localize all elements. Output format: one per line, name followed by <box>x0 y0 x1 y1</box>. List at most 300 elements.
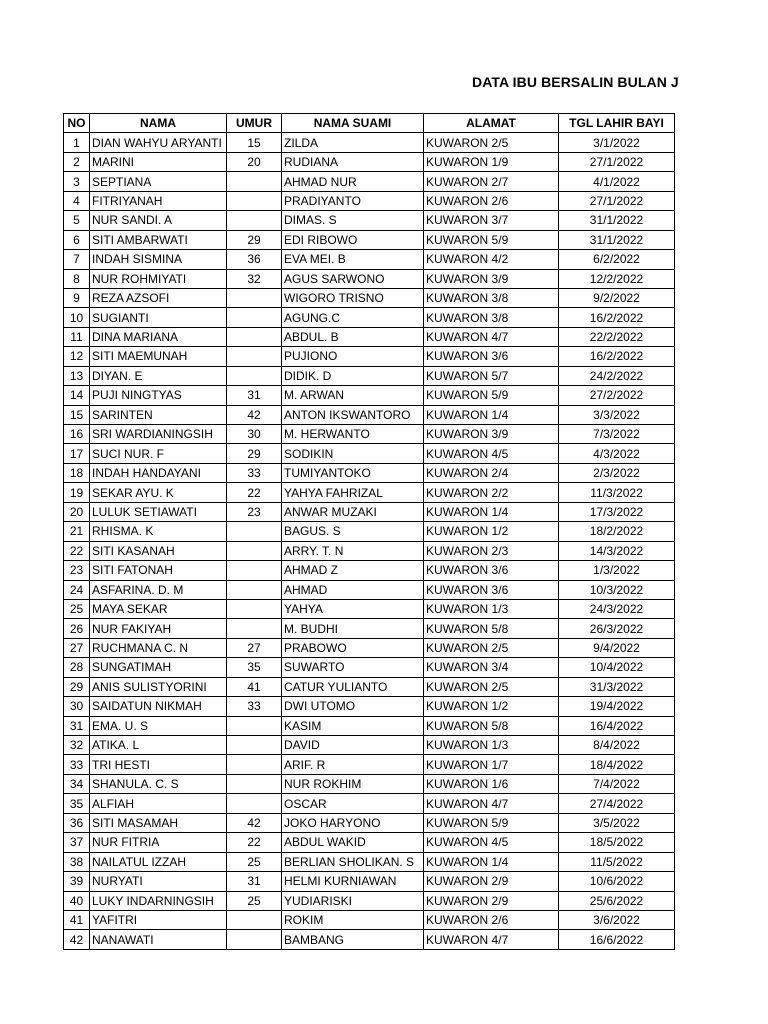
table-row <box>64 813 675 832</box>
cell-nama-suami: M. ARWAN <box>282 386 424 405</box>
cell-nama-suami: AHMAD Z <box>282 561 424 580</box>
cell-nama: TRI HESTI <box>90 755 227 774</box>
cell-alamat: KUWARON 5/7 <box>424 366 559 385</box>
cell-nama-suami: PRABOWO <box>282 638 424 657</box>
cell-nama: NANAWATI <box>90 930 227 949</box>
cell-nama-suami: ARIF. R <box>282 755 424 774</box>
cell-alamat: KUWARON 2/9 <box>424 872 559 891</box>
cell-alamat: KUWARON 5/8 <box>424 619 559 638</box>
cell-no: 40 <box>64 891 90 910</box>
cell-umur: 15 <box>227 133 282 152</box>
cell-umur: 32 <box>227 269 282 288</box>
cell-alamat: KUWARON 3/4 <box>424 658 559 677</box>
cell-no: 32 <box>64 736 90 755</box>
cell-tgl-lahir-bayi: 18/2/2022 <box>559 522 675 541</box>
table-row <box>64 425 675 444</box>
cell-tgl-lahir-bayi: 26/3/2022 <box>559 619 675 638</box>
cell-no: 39 <box>64 872 90 891</box>
cell-nama: INDAH SISMINA <box>90 250 227 269</box>
cell-alamat: KUWARON 3/6 <box>424 580 559 599</box>
table-row <box>64 599 675 618</box>
header-nama: NAMA <box>90 114 227 133</box>
cell-alamat: KUWARON 4/5 <box>424 833 559 852</box>
cell-nama: RUCHMANA C. N <box>90 638 227 657</box>
cell-alamat: KUWARON 1/6 <box>424 774 559 793</box>
table-row <box>64 774 675 793</box>
cell-nama: NUR FAKIYAH <box>90 619 227 638</box>
table-row <box>64 852 675 871</box>
cell-alamat: KUWARON 1/2 <box>424 697 559 716</box>
cell-alamat: KUWARON 1/2 <box>424 522 559 541</box>
cell-nama: RHISMA. K <box>90 522 227 541</box>
cell-nama-suami: ROKIM <box>282 910 424 929</box>
table-row <box>64 658 675 677</box>
cell-nama: FITRIYANAH <box>90 191 227 210</box>
cell-tgl-lahir-bayi: 14/3/2022 <box>559 541 675 560</box>
table-row <box>64 288 675 307</box>
cell-nama-suami: M. BUDHI <box>282 619 424 638</box>
cell-umur: 42 <box>227 405 282 424</box>
cell-tgl-lahir-bayi: 10/4/2022 <box>559 658 675 677</box>
cell-umur <box>227 561 282 580</box>
table-row <box>64 638 675 657</box>
table-row <box>64 250 675 269</box>
cell-nama: SUNGATIMAH <box>90 658 227 677</box>
cell-no: 38 <box>64 852 90 871</box>
cell-nama: NUR ROHMIYATI <box>90 269 227 288</box>
cell-umur <box>227 541 282 560</box>
table-row <box>64 697 675 716</box>
header-alamat: ALAMAT <box>424 114 559 133</box>
cell-no: 12 <box>64 347 90 366</box>
cell-no: 6 <box>64 230 90 249</box>
cell-tgl-lahir-bayi: 9/4/2022 <box>559 638 675 657</box>
table-row <box>64 133 675 152</box>
cell-umur <box>227 522 282 541</box>
cell-alamat: KUWARON 2/7 <box>424 172 559 191</box>
cell-umur <box>227 794 282 813</box>
cell-nama: SEPTIANA <box>90 172 227 191</box>
cell-alamat: KUWARON 3/9 <box>424 269 559 288</box>
cell-alamat: KUWARON 4/7 <box>424 327 559 346</box>
header-tgl-lahir-bayi: TGL LAHIR BAYI <box>559 114 675 133</box>
cell-nama: DINA MARIANA <box>90 327 227 346</box>
cell-no: 14 <box>64 386 90 405</box>
cell-nama-suami: SUWARTO <box>282 658 424 677</box>
cell-no: 22 <box>64 541 90 560</box>
cell-tgl-lahir-bayi: 3/6/2022 <box>559 910 675 929</box>
cell-alamat: KUWARON 2/5 <box>424 133 559 152</box>
cell-nama-suami: WIGORO TRISNO <box>282 288 424 307</box>
cell-tgl-lahir-bayi: 27/1/2022 <box>559 191 675 210</box>
cell-no: 4 <box>64 191 90 210</box>
cell-umur: 29 <box>227 230 282 249</box>
table-row <box>64 677 675 696</box>
cell-nama: SARINTEN <box>90 405 227 424</box>
table-row <box>64 308 675 327</box>
table-row <box>64 444 675 463</box>
table-row <box>64 522 675 541</box>
cell-tgl-lahir-bayi: 3/1/2022 <box>559 133 675 152</box>
cell-umur: 20 <box>227 152 282 171</box>
cell-alamat: KUWARON 2/9 <box>424 891 559 910</box>
cell-no: 24 <box>64 580 90 599</box>
table-row <box>64 833 675 852</box>
cell-alamat: KUWARON 4/5 <box>424 444 559 463</box>
cell-tgl-lahir-bayi: 31/1/2022 <box>559 211 675 230</box>
table-row <box>64 269 675 288</box>
cell-umur <box>227 366 282 385</box>
cell-no: 17 <box>64 444 90 463</box>
cell-tgl-lahir-bayi: 25/6/2022 <box>559 891 675 910</box>
cell-alamat: KUWARON 1/3 <box>424 736 559 755</box>
cell-alamat: KUWARON 3/6 <box>424 347 559 366</box>
table-header-row <box>64 114 675 133</box>
cell-alamat: KUWARON 2/4 <box>424 463 559 482</box>
cell-nama: SITI KASANAH <box>90 541 227 560</box>
cell-umur <box>227 580 282 599</box>
cell-no: 41 <box>64 910 90 929</box>
cell-alamat: KUWARON 4/7 <box>424 930 559 949</box>
table-row <box>64 541 675 560</box>
cell-nama: ASFARINA. D. M <box>90 580 227 599</box>
cell-tgl-lahir-bayi: 3/3/2022 <box>559 405 675 424</box>
cell-umur: 29 <box>227 444 282 463</box>
cell-nama: SRI WARDIANINGSIH <box>90 425 227 444</box>
cell-alamat: KUWARON 2/5 <box>424 677 559 696</box>
cell-nama: NAILATUL IZZAH <box>90 852 227 871</box>
cell-umur <box>227 774 282 793</box>
cell-nama-suami: PUJIONO <box>282 347 424 366</box>
cell-umur: 25 <box>227 891 282 910</box>
table-row <box>64 152 675 171</box>
cell-umur <box>227 347 282 366</box>
table-row <box>64 872 675 891</box>
cell-tgl-lahir-bayi: 6/2/2022 <box>559 250 675 269</box>
table-row <box>64 172 675 191</box>
cell-no: 10 <box>64 308 90 327</box>
table-row <box>64 736 675 755</box>
cell-tgl-lahir-bayi: 11/5/2022 <box>559 852 675 871</box>
cell-umur <box>227 211 282 230</box>
cell-nama-suami: BERLIAN SHOLIKAN. S <box>282 852 424 871</box>
cell-no: 27 <box>64 638 90 657</box>
cell-tgl-lahir-bayi: 2/3/2022 <box>559 463 675 482</box>
table-row <box>64 716 675 735</box>
cell-nama-suami: YUDIARISKI <box>282 891 424 910</box>
cell-umur: 33 <box>227 697 282 716</box>
cell-nama-suami: YAHYA FAHRIZAL <box>282 483 424 502</box>
cell-alamat: KUWARON 1/4 <box>424 852 559 871</box>
cell-nama-suami: PRADIYANTO <box>282 191 424 210</box>
cell-umur: 22 <box>227 483 282 502</box>
cell-tgl-lahir-bayi: 24/2/2022 <box>559 366 675 385</box>
cell-umur: 27 <box>227 638 282 657</box>
cell-nama: SAIDATUN NIKMAH <box>90 697 227 716</box>
cell-alamat: KUWARON 2/6 <box>424 191 559 210</box>
cell-nama: SUGIANTI <box>90 308 227 327</box>
table-row <box>64 191 675 210</box>
cell-nama: LULUK SETIAWATI <box>90 502 227 521</box>
cell-alamat: KUWARON 1/7 <box>424 755 559 774</box>
cell-alamat: KUWARON 3/7 <box>424 211 559 230</box>
cell-nama-suami: TUMIYANTOKO <box>282 463 424 482</box>
cell-tgl-lahir-bayi: 16/2/2022 <box>559 347 675 366</box>
table-row <box>64 405 675 424</box>
cell-no: 29 <box>64 677 90 696</box>
cell-nama-suami: CATUR YULIANTO <box>282 677 424 696</box>
cell-alamat: KUWARON 3/8 <box>424 288 559 307</box>
cell-no: 1 <box>64 133 90 152</box>
cell-umur: 42 <box>227 813 282 832</box>
cell-umur <box>227 716 282 735</box>
cell-tgl-lahir-bayi: 4/1/2022 <box>559 172 675 191</box>
cell-nama-suami: DIDIK. D <box>282 366 424 385</box>
table-row <box>64 561 675 580</box>
cell-alamat: KUWARON 3/9 <box>424 425 559 444</box>
cell-no: 9 <box>64 288 90 307</box>
cell-nama: LUKY INDARNINGSIH <box>90 891 227 910</box>
cell-tgl-lahir-bayi: 17/3/2022 <box>559 502 675 521</box>
cell-no: 35 <box>64 794 90 813</box>
cell-nama-suami: BAGUS. S <box>282 522 424 541</box>
table-row <box>64 327 675 346</box>
cell-alamat: KUWARON 1/4 <box>424 502 559 521</box>
cell-umur <box>227 599 282 618</box>
cell-nama-suami: ANWAR MUZAKI <box>282 502 424 521</box>
cell-no: 42 <box>64 930 90 949</box>
cell-nama-suami: RUDIANA <box>282 152 424 171</box>
cell-nama-suami: ABDUL. B <box>282 327 424 346</box>
cell-no: 19 <box>64 483 90 502</box>
cell-no: 36 <box>64 813 90 832</box>
cell-nama: MARINI <box>90 152 227 171</box>
table-row <box>64 366 675 385</box>
cell-nama-suami: DWI UTOMO <box>282 697 424 716</box>
document-title: DATA IBU BERSALIN BULAN J <box>472 74 679 90</box>
cell-nama: ALFIAH <box>90 794 227 813</box>
cell-tgl-lahir-bayi: 16/4/2022 <box>559 716 675 735</box>
table-body <box>64 133 675 949</box>
cell-alamat: KUWARON 3/6 <box>424 561 559 580</box>
cell-nama: SITI FATONAH <box>90 561 227 580</box>
cell-alamat: KUWARON 2/2 <box>424 483 559 502</box>
cell-no: 8 <box>64 269 90 288</box>
header-no: NO <box>64 114 90 133</box>
cell-tgl-lahir-bayi: 10/6/2022 <box>559 872 675 891</box>
cell-nama-suami: JOKO HARYONO <box>282 813 424 832</box>
cell-tgl-lahir-bayi: 18/4/2022 <box>559 755 675 774</box>
cell-alamat: KUWARON 5/9 <box>424 386 559 405</box>
table-row <box>64 891 675 910</box>
cell-nama-suami: AHMAD NUR <box>282 172 424 191</box>
cell-nama-suami: HELMI KURNIAWAN <box>282 872 424 891</box>
cell-nama-suami: AGUS SARWONO <box>282 269 424 288</box>
cell-nama-suami: DIMAS. S <box>282 211 424 230</box>
cell-alamat: KUWARON 5/9 <box>424 230 559 249</box>
cell-no: 33 <box>64 755 90 774</box>
table-row <box>64 386 675 405</box>
cell-umur: 41 <box>227 677 282 696</box>
cell-alamat: KUWARON 5/8 <box>424 716 559 735</box>
cell-tgl-lahir-bayi: 7/4/2022 <box>559 774 675 793</box>
cell-nama: DIYAN. E <box>90 366 227 385</box>
header-umur: UMUR <box>227 114 282 133</box>
cell-no: 2 <box>64 152 90 171</box>
cell-no: 13 <box>64 366 90 385</box>
cell-nama: SUCI NUR. F <box>90 444 227 463</box>
cell-nama-suami: ARRY. T. N <box>282 541 424 560</box>
table-row <box>64 930 675 949</box>
cell-alamat: KUWARON 2/5 <box>424 638 559 657</box>
cell-tgl-lahir-bayi: 11/3/2022 <box>559 483 675 502</box>
cell-no: 16 <box>64 425 90 444</box>
cell-tgl-lahir-bayi: 27/2/2022 <box>559 386 675 405</box>
cell-nama: SEKAR AYU. K <box>90 483 227 502</box>
cell-umur <box>227 172 282 191</box>
cell-tgl-lahir-bayi: 12/2/2022 <box>559 269 675 288</box>
cell-no: 37 <box>64 833 90 852</box>
cell-alamat: KUWARON 1/4 <box>424 405 559 424</box>
cell-no: 7 <box>64 250 90 269</box>
table-row <box>64 755 675 774</box>
table-row <box>64 347 675 366</box>
table-row <box>64 580 675 599</box>
cell-nama-suami: OSCAR <box>282 794 424 813</box>
cell-no: 3 <box>64 172 90 191</box>
cell-umur <box>227 755 282 774</box>
cell-nama: NUR FITRIA <box>90 833 227 852</box>
cell-nama: YAFITRI <box>90 910 227 929</box>
cell-tgl-lahir-bayi: 19/4/2022 <box>559 697 675 716</box>
cell-nama-suami: NUR ROKHIM <box>282 774 424 793</box>
cell-nama: DIAN WAHYU ARYANTI <box>90 133 227 152</box>
cell-nama-suami: KASIM <box>282 716 424 735</box>
cell-nama-suami: M. HERWANTO <box>282 425 424 444</box>
data-table <box>63 113 675 950</box>
table-row <box>64 502 675 521</box>
cell-umur: 35 <box>227 658 282 677</box>
cell-umur: 31 <box>227 386 282 405</box>
cell-alamat: KUWARON 1/3 <box>424 599 559 618</box>
cell-nama: NURYATI <box>90 872 227 891</box>
cell-no: 21 <box>64 522 90 541</box>
cell-tgl-lahir-bayi: 10/3/2022 <box>559 580 675 599</box>
table-row <box>64 619 675 638</box>
cell-nama-suami: AHMAD <box>282 580 424 599</box>
cell-alamat: KUWARON 3/8 <box>424 308 559 327</box>
cell-umur: 25 <box>227 852 282 871</box>
cell-no: 23 <box>64 561 90 580</box>
cell-alamat: KUWARON 2/6 <box>424 910 559 929</box>
cell-no: 28 <box>64 658 90 677</box>
cell-nama-suami: ZILDA <box>282 133 424 152</box>
cell-no: 20 <box>64 502 90 521</box>
cell-tgl-lahir-bayi: 9/2/2022 <box>559 288 675 307</box>
cell-umur <box>227 288 282 307</box>
cell-nama-suami: SODIKIN <box>282 444 424 463</box>
cell-alamat: KUWARON 1/9 <box>424 152 559 171</box>
cell-tgl-lahir-bayi: 7/3/2022 <box>559 425 675 444</box>
cell-no: 15 <box>64 405 90 424</box>
cell-nama-suami: AGUNG.C <box>282 308 424 327</box>
cell-umur: 36 <box>227 250 282 269</box>
cell-alamat: KUWARON 5/9 <box>424 813 559 832</box>
table-row <box>64 211 675 230</box>
table-row <box>64 230 675 249</box>
cell-nama-suami: DAVID <box>282 736 424 755</box>
cell-umur <box>227 930 282 949</box>
cell-no: 25 <box>64 599 90 618</box>
cell-umur <box>227 327 282 346</box>
cell-tgl-lahir-bayi: 8/4/2022 <box>559 736 675 755</box>
cell-tgl-lahir-bayi: 4/3/2022 <box>559 444 675 463</box>
cell-umur <box>227 619 282 638</box>
cell-tgl-lahir-bayi: 16/2/2022 <box>559 308 675 327</box>
cell-nama: SITI MASAMAH <box>90 813 227 832</box>
cell-umur: 33 <box>227 463 282 482</box>
cell-tgl-lahir-bayi: 3/5/2022 <box>559 813 675 832</box>
cell-umur: 30 <box>227 425 282 444</box>
cell-nama: SHANULA. C. S <box>90 774 227 793</box>
cell-umur: 31 <box>227 872 282 891</box>
cell-tgl-lahir-bayi: 27/4/2022 <box>559 794 675 813</box>
cell-umur <box>227 191 282 210</box>
table-row <box>64 910 675 929</box>
cell-nama: INDAH HANDAYANI <box>90 463 227 482</box>
cell-tgl-lahir-bayi: 1/3/2022 <box>559 561 675 580</box>
cell-no: 18 <box>64 463 90 482</box>
cell-alamat: KUWARON 4/7 <box>424 794 559 813</box>
cell-nama: SITI AMBARWATI <box>90 230 227 249</box>
cell-nama-suami: EVA MEI. B <box>282 250 424 269</box>
cell-nama-suami: BAMBANG <box>282 930 424 949</box>
cell-nama: EMA. U. S <box>90 716 227 735</box>
cell-alamat: KUWARON 4/2 <box>424 250 559 269</box>
cell-nama: SITI MAEMUNAH <box>90 347 227 366</box>
table-row <box>64 794 675 813</box>
cell-tgl-lahir-bayi: 31/3/2022 <box>559 677 675 696</box>
cell-umur: 23 <box>227 502 282 521</box>
cell-umur <box>227 910 282 929</box>
cell-tgl-lahir-bayi: 31/1/2022 <box>559 230 675 249</box>
cell-no: 11 <box>64 327 90 346</box>
cell-nama: ATIKA. L <box>90 736 227 755</box>
cell-nama-suami: EDI RIBOWO <box>282 230 424 249</box>
cell-tgl-lahir-bayi: 18/5/2022 <box>559 833 675 852</box>
cell-umur <box>227 736 282 755</box>
cell-nama: NUR SANDI. A <box>90 211 227 230</box>
cell-tgl-lahir-bayi: 16/6/2022 <box>559 930 675 949</box>
cell-tgl-lahir-bayi: 24/3/2022 <box>559 599 675 618</box>
cell-nama-suami: ABDUL WAKID <box>282 833 424 852</box>
cell-nama: REZA AZSOFI <box>90 288 227 307</box>
cell-nama-suami: YAHYA <box>282 599 424 618</box>
cell-nama: MAYA SEKAR <box>90 599 227 618</box>
cell-umur <box>227 308 282 327</box>
cell-tgl-lahir-bayi: 27/1/2022 <box>559 152 675 171</box>
cell-alamat: KUWARON 2/3 <box>424 541 559 560</box>
header-nama-suami: NAMA SUAMI <box>282 114 424 133</box>
cell-no: 34 <box>64 774 90 793</box>
cell-no: 30 <box>64 697 90 716</box>
cell-no: 5 <box>64 211 90 230</box>
cell-nama: ANIS SULISTYORINI <box>90 677 227 696</box>
cell-nama: PUJI NINGTYAS <box>90 386 227 405</box>
cell-tgl-lahir-bayi: 22/2/2022 <box>559 327 675 346</box>
cell-no: 26 <box>64 619 90 638</box>
cell-umur: 22 <box>227 833 282 852</box>
